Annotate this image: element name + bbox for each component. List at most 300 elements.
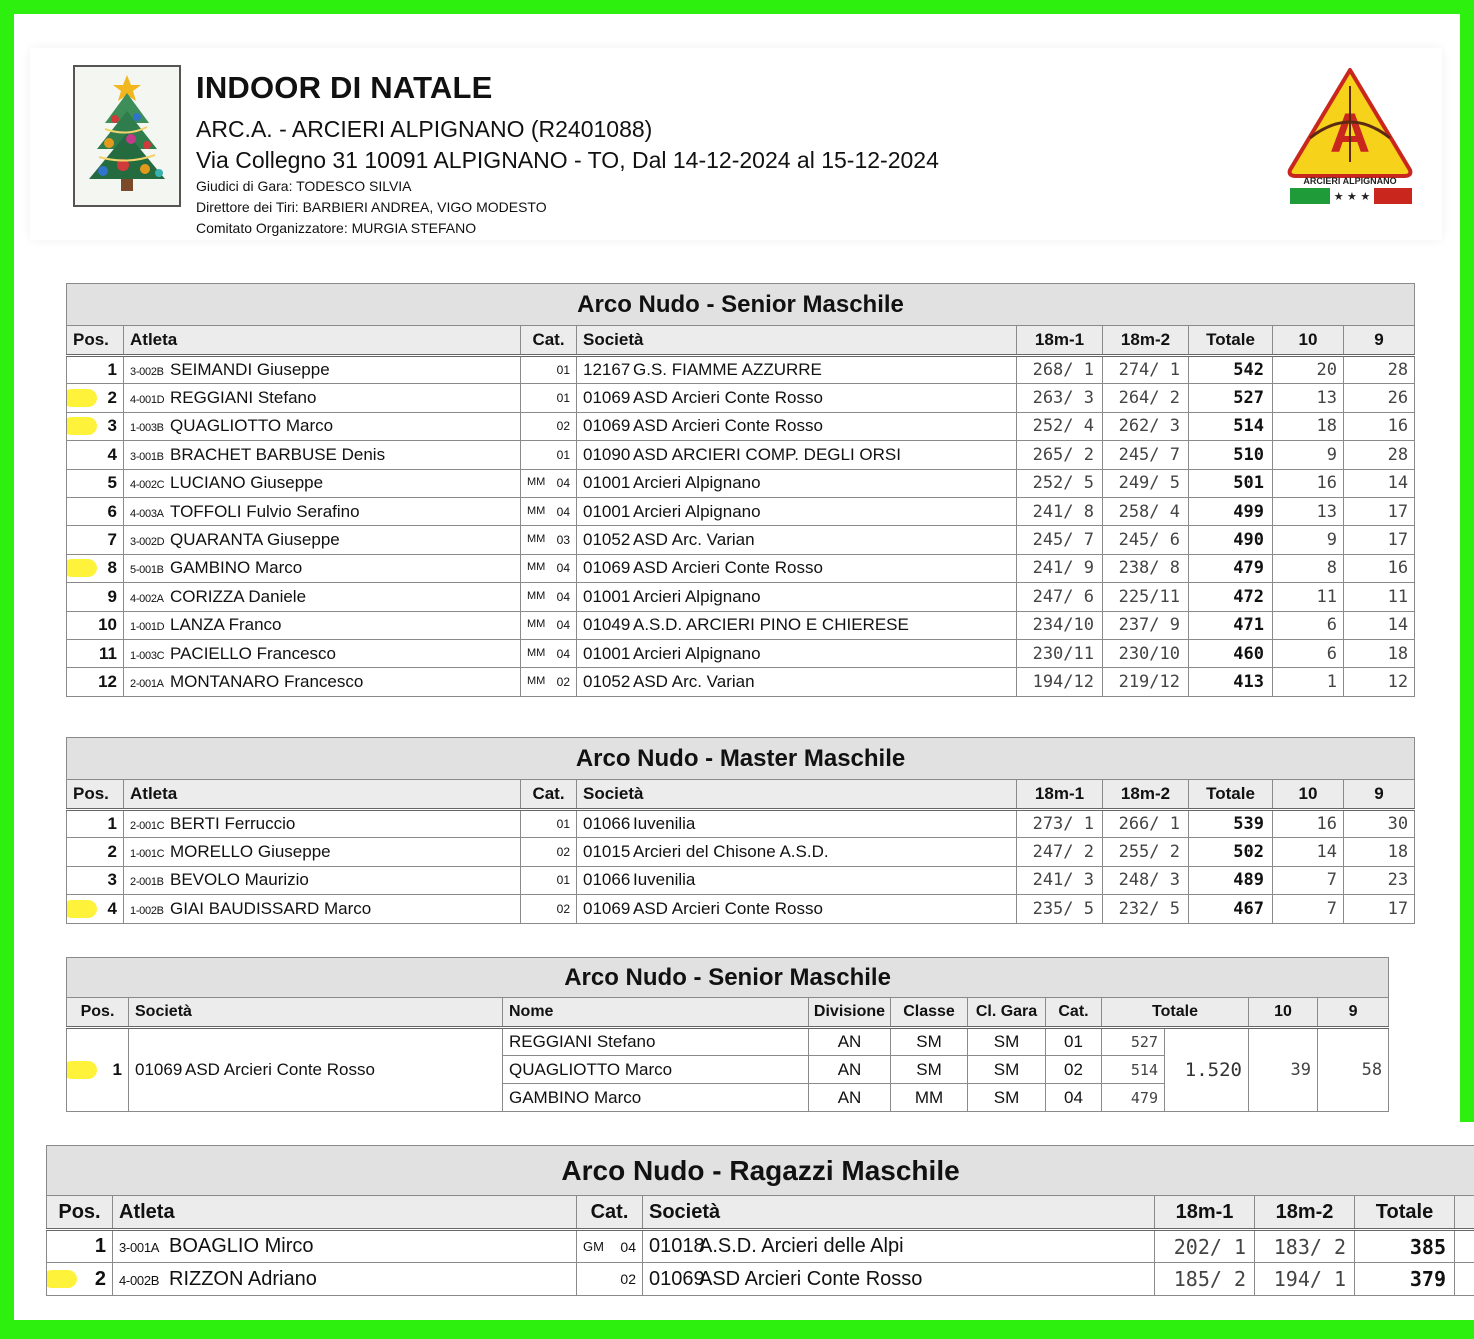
position-cell: 4: [67, 441, 124, 469]
tens-count: 8: [1273, 554, 1344, 582]
tens-count: 18: [1273, 412, 1344, 440]
club-name: Arcieri Alpignano: [633, 473, 761, 493]
col-round1: 18m-1: [1155, 1196, 1255, 1230]
logo-club-name: ARCIERI ALPIGNANO: [1303, 176, 1397, 186]
category-cell: [521, 810, 577, 838]
category-cell: [521, 895, 577, 923]
target-code: 2-001C: [130, 820, 165, 833]
col-pos: Pos.: [67, 998, 129, 1028]
club-cell: [577, 866, 1017, 894]
club-cell: [643, 1230, 1155, 1263]
total-score: 501: [1189, 469, 1273, 497]
position-cell: 8: [67, 554, 124, 582]
col-club: Società: [577, 780, 1017, 810]
col-class: Classe: [891, 998, 968, 1028]
athlete-cell: [124, 668, 521, 696]
athlete-row: [67, 356, 1415, 384]
col-cat: Cat.: [577, 1196, 643, 1230]
member-class: SM: [891, 1028, 968, 1056]
col-cat: Cat.: [521, 326, 577, 356]
team-row: [67, 1028, 1389, 1056]
athlete-row: [67, 554, 1415, 582]
total-score: 510: [1189, 441, 1273, 469]
round1-score: 247/ 2: [1017, 838, 1103, 866]
athlete-name: GIAI BAUDISSARD Marco: [170, 898, 372, 918]
round2-score: 237/ 9: [1103, 611, 1189, 639]
highlight-mark: [67, 559, 98, 577]
category-code: 02: [556, 901, 570, 916]
round2-score: 183/ 2: [1255, 1230, 1355, 1263]
athlete-cell: [124, 639, 521, 667]
club-name: Iuvenilia: [633, 814, 696, 834]
position-cell: 1: [67, 356, 124, 384]
athlete-row: [67, 838, 1415, 866]
organizer-line: ARC.A. - ARCIERI ALPIGNANO (R2401088): [196, 116, 653, 142]
venue-dates-line: Via Collegno 31 10091 ALPIGNANO - TO, Dal 14-12-2024 al 15-12-2024: [196, 147, 939, 173]
class-code: MM: [527, 674, 546, 687]
club-name: Iuvenilia: [633, 870, 696, 890]
nines-count: 18: [1344, 639, 1415, 667]
club-name: A.S.D. ARCIERI PINO E CHIERESE: [633, 615, 909, 635]
tens-count: 6: [1273, 639, 1344, 667]
position-cell: 2: [67, 384, 124, 412]
nines-count: 14: [1344, 611, 1415, 639]
col-round1: 18m-1: [1017, 780, 1103, 810]
club-cell: [577, 668, 1017, 696]
athlete-cell: [124, 384, 521, 412]
athlete-name: LANZA Franco: [170, 615, 282, 635]
team-tens: 39: [1249, 1028, 1318, 1112]
athlete-name: MORELLO Giuseppe: [170, 842, 331, 862]
position-cell: 12: [67, 668, 124, 696]
nines-count: 18: [1344, 838, 1415, 866]
category-code: 04: [556, 618, 570, 633]
member-race-class: SM: [968, 1084, 1046, 1112]
athlete-row: [67, 412, 1415, 440]
round2-score: 262/ 3: [1103, 412, 1189, 440]
club-name: A.S.D. Arcieri delle Alpi: [699, 1235, 904, 1257]
target-code: 1-002B: [130, 904, 164, 917]
category-cell: [521, 639, 577, 667]
category-code: 02: [620, 1271, 636, 1287]
athlete-row: [67, 895, 1415, 923]
tens-count: 13: [1273, 384, 1344, 412]
club-name: ASD Arc. Varian: [633, 530, 755, 550]
total-score: 514: [1189, 412, 1273, 440]
target-code: 1-003C: [130, 649, 165, 662]
col-nines: 9: [1344, 780, 1415, 810]
club-cell: [577, 497, 1017, 525]
total-score: 413: [1189, 668, 1273, 696]
position-cell: 7: [67, 526, 124, 554]
table-title: Arco Nudo - Master Maschile: [67, 738, 1415, 780]
category-code: 01: [556, 363, 570, 378]
club-code: 01052: [583, 530, 631, 550]
judges-line: Giudici di Gara: TODESCO SILVIA: [196, 178, 412, 194]
class-code: MM: [527, 533, 546, 546]
club-name: Arcieri Alpignano: [633, 643, 761, 663]
athlete-name: BEVOLO Maurizio: [170, 870, 309, 890]
club-cell: [577, 810, 1017, 838]
member-score: 479: [1102, 1084, 1165, 1112]
athlete-row: [67, 668, 1415, 696]
nines-count: 28: [1344, 356, 1415, 384]
category-code: 04: [556, 504, 570, 519]
class-code: MM: [527, 618, 546, 631]
member-cat: 02: [1046, 1056, 1102, 1084]
col-total: Totale: [1102, 998, 1249, 1028]
round1-score: 194/12: [1017, 668, 1103, 696]
category-code: 02: [556, 419, 570, 434]
athlete-row: [67, 639, 1415, 667]
club-code: 01069: [583, 388, 631, 408]
athlete-name: MONTANARO Francesco: [170, 671, 364, 691]
athlete-name: SEIMANDI Giuseppe: [170, 360, 330, 380]
target-code: 3-002D: [130, 536, 165, 549]
athlete-row: [47, 1263, 1474, 1296]
team-total: 1.520: [1165, 1028, 1249, 1112]
col-athlete: Atleta: [124, 326, 521, 356]
col-tens: 10: [1249, 998, 1318, 1028]
round2-score: 194/ 1: [1255, 1263, 1355, 1296]
col-round2: 18m-2: [1255, 1196, 1355, 1230]
member-class: MM: [891, 1084, 968, 1112]
table-senior-male-individual: [66, 283, 1415, 697]
position-cell: 1: [47, 1230, 113, 1263]
club-cell: [577, 412, 1017, 440]
athlete-cell: [113, 1230, 577, 1263]
target-code: 3-001B: [130, 450, 164, 463]
logo-stars: ★ ★ ★: [1333, 190, 1371, 203]
total-score: 471: [1189, 611, 1273, 639]
col-total: Totale: [1355, 1196, 1455, 1230]
tens-count: 9: [1273, 441, 1344, 469]
category-cell: [521, 497, 577, 525]
member-score: 527: [1102, 1028, 1165, 1056]
table-boys-male-individual: [46, 1145, 1474, 1296]
club-cell: [577, 526, 1017, 554]
athlete-cell: [113, 1263, 577, 1296]
athlete-cell: [124, 497, 521, 525]
total-score: 489: [1189, 866, 1273, 894]
table-title: Arco Nudo - Senior Maschile: [67, 284, 1415, 326]
club-cell: [643, 1263, 1155, 1296]
club-name: ASD ARCIERI COMP. DEGLI ORSI: [633, 444, 901, 464]
position-cell: 5: [67, 469, 124, 497]
col-nines: 9: [1344, 326, 1415, 356]
col-round2: 18m-2: [1103, 780, 1189, 810]
nines-count: 26: [1344, 384, 1415, 412]
col-nines: 9: [1318, 998, 1389, 1028]
round2-score: 255/ 2: [1103, 838, 1189, 866]
category-cell: [521, 384, 577, 412]
club-code: 01066: [583, 814, 631, 834]
athlete-cell: [124, 554, 521, 582]
col-cut-off: [1455, 1196, 1474, 1230]
target-code: 4-002A: [130, 592, 164, 605]
athlete-row: [67, 497, 1415, 525]
nines-count: 17: [1344, 895, 1415, 923]
round1-score: 245/ 7: [1017, 526, 1103, 554]
member-race-class: SM: [968, 1028, 1046, 1056]
category-cell: [521, 441, 577, 469]
round1-score: 230/11: [1017, 639, 1103, 667]
member-cat: 04: [1046, 1084, 1102, 1112]
class-code: MM: [527, 561, 546, 574]
archery-club-logo-icon: [1286, 66, 1414, 206]
club-code: 01001: [583, 643, 631, 663]
club-name: Arcieri del Chisone A.S.D.: [633, 842, 829, 862]
athlete-row: [67, 866, 1415, 894]
total-score: 539: [1189, 810, 1273, 838]
round1-score: 235/ 5: [1017, 895, 1103, 923]
class-code: MM: [527, 646, 546, 659]
col-athlete: Atleta: [124, 780, 521, 810]
athlete-name: PACIELLO Francesco: [170, 643, 336, 663]
position-cell: 9: [67, 583, 124, 611]
round2-score: 230/10: [1103, 639, 1189, 667]
club-code: 01090: [583, 444, 631, 464]
athlete-cell: [124, 469, 521, 497]
col-round1: 18m-1: [1017, 326, 1103, 356]
club-code: 12167: [583, 360, 631, 380]
athlete-row: [67, 441, 1415, 469]
directors-line: Direttore dei Tiri: BARBIERI ANDREA, VIGO MODESTO: [196, 199, 547, 215]
club-name: ASD Arcieri Conte Rosso: [185, 1060, 375, 1079]
category-code: 01: [556, 873, 570, 888]
club-code: 01069: [649, 1267, 705, 1290]
nines-count: 23: [1344, 866, 1415, 894]
event-title: INDOOR DI NATALE: [196, 70, 493, 105]
category-cell: [521, 356, 577, 384]
round2-score: 225/11: [1103, 583, 1189, 611]
club-cell: [577, 469, 1017, 497]
athlete-row: [67, 469, 1415, 497]
category-cell: [521, 668, 577, 696]
member-name: REGGIANI Stefano: [503, 1028, 809, 1056]
position-cell: 6: [67, 497, 124, 525]
category-code: 01: [556, 817, 570, 832]
target-code: 3-002B: [130, 366, 164, 379]
category-cell: [521, 611, 577, 639]
highlight-mark: [47, 1270, 78, 1288]
member-class: SM: [891, 1056, 968, 1084]
club-name: ASD Arcieri Conte Rosso: [633, 416, 823, 436]
col-club: Società: [577, 326, 1017, 356]
round1-score: 252/ 4: [1017, 412, 1103, 440]
col-round2: 18m-2: [1103, 326, 1189, 356]
category-cell: [521, 469, 577, 497]
target-code: 4-003A: [130, 507, 164, 520]
club-name: ASD Arc. Varian: [633, 671, 755, 691]
category-cell: [521, 583, 577, 611]
tens-count: 6: [1273, 611, 1344, 639]
position-cell: 3: [67, 412, 124, 440]
total-score: 527: [1189, 384, 1273, 412]
club-code: 01001: [583, 586, 631, 606]
target-code: 1-001C: [130, 848, 165, 861]
class-code: GM: [583, 1238, 604, 1254]
athlete-cell: [124, 838, 521, 866]
target-code: 2-001B: [130, 876, 164, 889]
club-code: 01001: [583, 473, 631, 493]
member-score: 514: [1102, 1056, 1165, 1084]
highlight-mark: [67, 900, 98, 918]
athlete-name: CORIZZA Daniele: [170, 586, 307, 606]
col-club: Società: [643, 1196, 1155, 1230]
nines-count: 17: [1344, 526, 1415, 554]
athlete-row: [67, 526, 1415, 554]
round2-score: 245/ 7: [1103, 441, 1189, 469]
round1-score: 202/ 1: [1155, 1230, 1255, 1263]
col-cat: Cat.: [1046, 998, 1102, 1028]
cut-off-cell: [1455, 1263, 1474, 1296]
club-code: 01001: [583, 501, 631, 521]
committee-line: Comitato Organizzatore: MURGIA STEFANO: [196, 220, 477, 236]
club-code: 01066: [583, 870, 631, 890]
athlete-name: RIZZON Adriano: [169, 1267, 317, 1290]
round1-score: 185/ 2: [1155, 1263, 1255, 1296]
club-code: 01052: [583, 671, 631, 691]
club-cell: [577, 554, 1017, 582]
round1-score: 241/ 3: [1017, 866, 1103, 894]
club-name: ASD Arcieri Conte Rosso: [633, 898, 823, 918]
club-cell: [577, 441, 1017, 469]
target-code: 1-003B: [130, 422, 164, 435]
highlight-mark: [67, 389, 98, 407]
category-cell: [521, 526, 577, 554]
round1-score: 265/ 2: [1017, 441, 1103, 469]
athlete-name: TOFFOLI Fulvio Serafino: [170, 501, 360, 521]
athlete-name: QUAGLIOTTO Marco: [170, 416, 334, 436]
tens-count: 11: [1273, 583, 1344, 611]
round1-score: 241/ 9: [1017, 554, 1103, 582]
member-cat: 01: [1046, 1028, 1102, 1056]
athlete-name: BERTI Ferruccio: [170, 814, 296, 834]
table-senior-male-team: [66, 957, 1389, 1112]
target-code: 4-001D: [130, 394, 165, 407]
category-cell: [577, 1263, 643, 1296]
athlete-cell: [124, 441, 521, 469]
tens-count: 13: [1273, 497, 1344, 525]
athlete-cell: [124, 866, 521, 894]
target-code: 4-002B: [119, 1272, 160, 1288]
round1-score: 268/ 1: [1017, 356, 1103, 384]
target-code: 4-002C: [130, 479, 165, 492]
total-score: 385: [1355, 1230, 1455, 1263]
category-code: 02: [556, 845, 570, 860]
total-score: 467: [1189, 895, 1273, 923]
athlete-cell: [124, 356, 521, 384]
col-total: Totale: [1189, 326, 1273, 356]
round2-score: 245/ 6: [1103, 526, 1189, 554]
round1-score: 247/ 6: [1017, 583, 1103, 611]
tens-count: 16: [1273, 810, 1344, 838]
round2-score: 249/ 5: [1103, 469, 1189, 497]
team-pos: 1: [67, 1028, 129, 1112]
club-cell: [577, 356, 1017, 384]
total-score: 460: [1189, 639, 1273, 667]
target-code: 1-001D: [130, 621, 165, 634]
nines-count: 11: [1344, 583, 1415, 611]
col-athlete: Atleta: [113, 1196, 577, 1230]
round2-score: 258/ 4: [1103, 497, 1189, 525]
athlete-name: BRACHET BARBUSE Denis: [170, 444, 386, 464]
athlete-name: REGGIANI Stefano: [170, 388, 317, 408]
member-name: QUAGLIOTTO Marco: [503, 1056, 809, 1084]
club-cell: [577, 639, 1017, 667]
tens-count: 7: [1273, 866, 1344, 894]
total-score: 479: [1189, 554, 1273, 582]
club-cell: [577, 895, 1017, 923]
club-code: 01069: [583, 416, 631, 436]
athlete-row: [47, 1230, 1474, 1263]
member-division: AN: [809, 1056, 891, 1084]
nines-count: 17: [1344, 497, 1415, 525]
athlete-row: [67, 810, 1415, 838]
col-total: Totale: [1189, 780, 1273, 810]
tens-count: 16: [1273, 469, 1344, 497]
category-cell: [577, 1230, 643, 1263]
col-club: Società: [129, 998, 503, 1028]
nines-count: 28: [1344, 441, 1415, 469]
club-cell: [577, 838, 1017, 866]
round2-score: 219/12: [1103, 668, 1189, 696]
col-tens: 10: [1273, 326, 1344, 356]
category-code: 04: [620, 1238, 636, 1255]
class-code: MM: [527, 476, 546, 489]
club-cell: [577, 384, 1017, 412]
tens-count: 20: [1273, 356, 1344, 384]
nines-count: 14: [1344, 469, 1415, 497]
athlete-cell: [124, 526, 521, 554]
category-cell: [521, 838, 577, 866]
round2-score: 264/ 2: [1103, 384, 1189, 412]
category-cell: [521, 866, 577, 894]
athlete-row: [67, 583, 1415, 611]
athlete-name: BOAGLIO Mirco: [169, 1235, 314, 1257]
club-name: ASD Arcieri Conte Rosso: [633, 388, 823, 408]
athlete-cell: [124, 895, 521, 923]
team-nines: 58: [1318, 1028, 1389, 1112]
position-cell: 4: [67, 895, 124, 923]
nines-count: 16: [1344, 554, 1415, 582]
athlete-row: [67, 611, 1415, 639]
round2-score: 238/ 8: [1103, 554, 1189, 582]
round1-score: 252/ 5: [1017, 469, 1103, 497]
category-code: 04: [556, 561, 570, 576]
club-code: 01069: [583, 898, 631, 918]
position-cell: 1: [67, 810, 124, 838]
total-score: 499: [1189, 497, 1273, 525]
col-pos: Pos.: [67, 326, 124, 356]
round1-score: 273/ 1: [1017, 810, 1103, 838]
athlete-name: LUCIANO Giuseppe: [170, 473, 324, 493]
club-cell: [577, 583, 1017, 611]
athlete-cell: [124, 583, 521, 611]
highlight-mark: [67, 417, 98, 435]
round2-score: 266/ 1: [1103, 810, 1189, 838]
christmas-tree-logo: [73, 65, 181, 207]
total-score: 502: [1189, 838, 1273, 866]
round2-score: 274/ 1: [1103, 356, 1189, 384]
col-pos: Pos.: [67, 780, 124, 810]
category-code: 01: [556, 447, 570, 462]
club-name: Arcieri Alpignano: [633, 586, 761, 606]
club-name: Arcieri Alpignano: [633, 501, 761, 521]
total-score: 379: [1355, 1263, 1455, 1296]
col-division: Divisione: [809, 998, 891, 1028]
